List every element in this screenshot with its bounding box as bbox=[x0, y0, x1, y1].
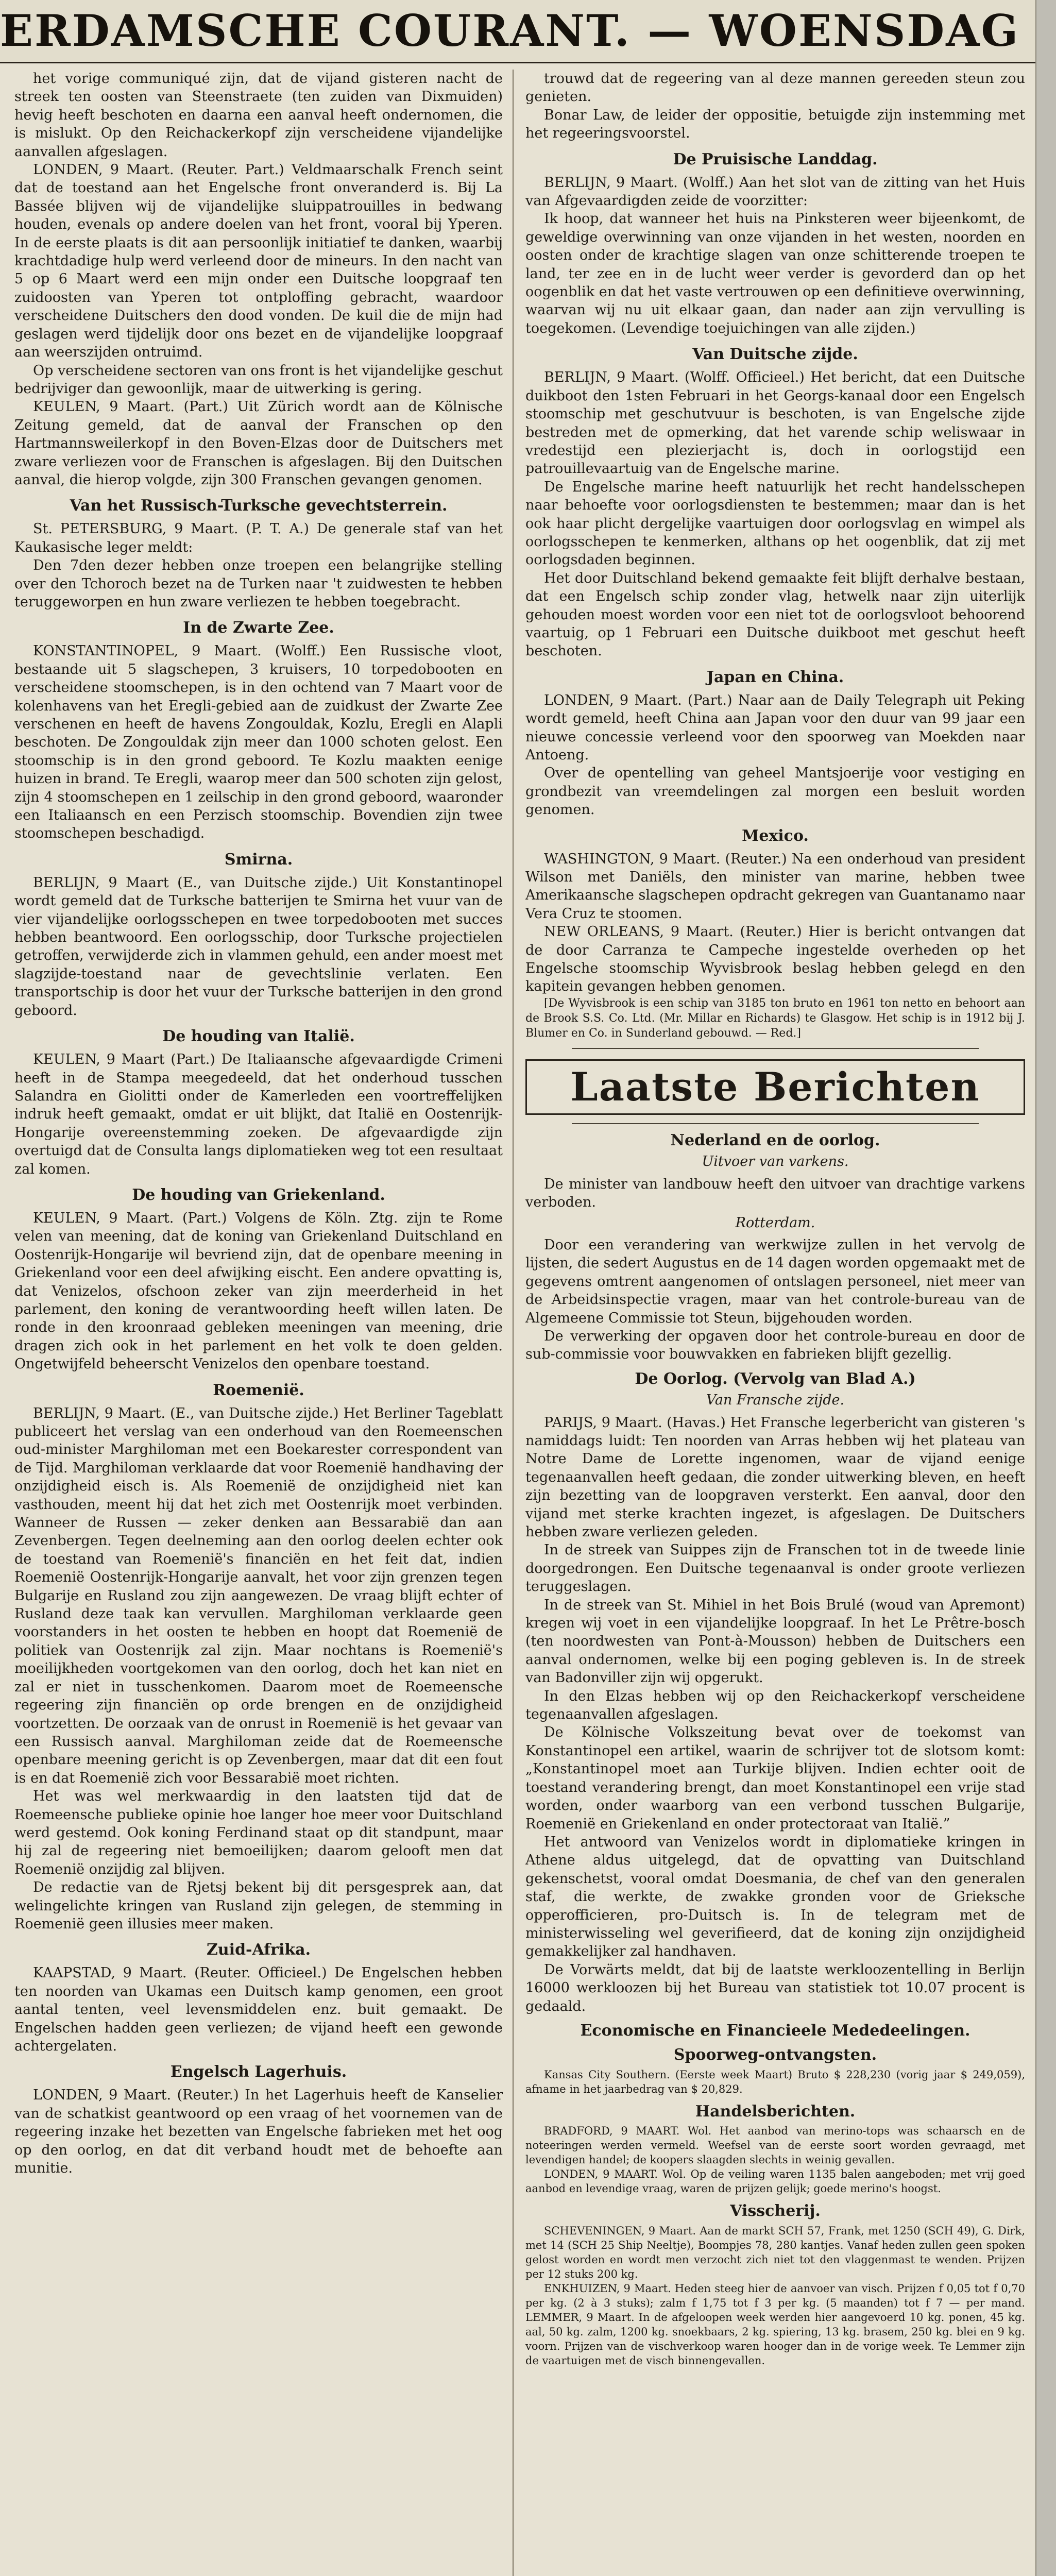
article-paragraph: BERLIJN, 9 Maart (E., van Duitsche zijde.) Uit Konstantinopel wordt gemeld dat de Turksche batterijen te Smirna het vuur van de vier vijandelijke oorlogsschepen en twee torpedobooten met succes hebben beantwoord. Een oorlogsschip, door Turksche projectielen getroffen, verwijderde zich in vlammen gehuld, een ander moest met slagzijde-toestand naar de gevechtslinie verlaten. Een transportschip is door het vuur der Turksche batterijen in den grond geboord. bbox=[14, 874, 503, 1019]
section-heading: Smirna. bbox=[224, 850, 293, 869]
laatste-berichten-banner: Laatste Berichten bbox=[525, 1059, 1025, 1115]
article-paragraph: In den Elzas hebben wij op den Reichackerkopf verscheidene tegenaanvallen afgeslagen. bbox=[525, 1688, 1025, 1723]
article-paragraph: Bonar Law, de leider der oppositie, betuigde zijn instemming met het regeeringsvoorstel. bbox=[525, 107, 1025, 142]
article-paragraph: Het was wel merkwaardig in den laatsten tijd dat de Roemeensche publieke opinie hoe langer hoe meer voor Duitschland werd gestemd. Ook koning Ferdinand staat op dit standpunt, maar hij zal de regeering niet bemoeilijken; daarom gelooft men dat Roemenië onzijdig zal blijven. bbox=[14, 1788, 503, 1877]
article-paragraph: PARIJS, 9 Maart. (Havas.) Het Fransche legerbericht van gisteren 's namiddags luidt: Ten noorden van Arras hebben wij het plateau van Notre Dame de Lorette ingenomen, waar de vijand eenige tegenaanvallen heeft gedaan, die zonder uitwerking bleven, en heeft zijn bezetting van de loopgraven versterkt. Een aanval, door den vijand met sterke krachten ingezet, is afgeslagen. De Duitschers hebben zware verliezen geleden. bbox=[525, 1414, 1025, 1540]
subsection-heading: Spoorweg-ontvangsten. bbox=[673, 2046, 877, 2064]
article-paragraph: trouwd dat de regeering van al deze mannen gereeden steun zou genieten. bbox=[525, 71, 1025, 105]
section-heading: Mexico. bbox=[742, 826, 809, 845]
subsection-heading: Handelsberichten. bbox=[695, 2102, 856, 2121]
article-paragraph: KONSTANTINOPEL, 9 Maart. (Wolff.) Een Russische vloot, bestaande uit 5 slagschepen, 3 kruisers, 10 torpedobooten en verscheidene stoomschepen, is in den ochtend van 7 Maart voor de kolenhavens van het Eregli-gebied aan de zuidkust der Zwarte Zee verschenen en heeft de havens Zongouldak, Kozlu, Eregli en Alapli beschoten. De Zongouldak zijn meer dan 1000 schoten gelost. Een stoomschip is in den grond geboord. Te Kozlu maakten eenige huizen in brand. Te Eregli, waarop meer dan 500 schoten zijn gelost, zijn 4 stoomschepen en 1 zeilschip in den grond geboord, waaronder een Italiaansch en een Perzisch stoomschip. Bovendien zijn twee stoomschepen beschadigd. bbox=[14, 643, 503, 842]
separator-rule bbox=[572, 1123, 979, 1124]
article-paragraph: Ik hoop, dat wanneer het huis na Pinksteren weer bijeenkomt, de geweldige overwinning van onze vijanden in het westen, noorden en oosten onder de krachtige slagen van onze schitterende troepen te land, ter zee en in de lucht weer verder is gevorderd dan op het oogenblik en dat het vaste vertrouwen op een definitieve overwinning, waarvan wij nu uit elkaar gaan, dan nader aan zijn vervulling is toegekomen. (Levendige toejuichingen van alle zijden.) bbox=[525, 211, 1025, 336]
subsection-heading: Nederland en de oorlog. bbox=[670, 1131, 880, 1149]
article-paragraph: het vorige communiqué zijn, dat de vijand gisteren nacht de streek ten oosten van Steenstraete (ten zuiden van Dixmuiden) hevig heeft beschoten en daarna een aanval heeft ondernomen, die is mislukt. Op den Reichackerkopf zijn verscheidene vijandelijke aanvallen afgeslagen. bbox=[14, 71, 503, 160]
article-paragraph: KEULEN, 9 Maart (Part.) De Italiaansche afgevaardigde Crimeni heeft in de Stampa meegedeeld, dat het onderhoud tusschen Salandra en Giolitti onder de Kamerleden een voortreffelijken indruk heeft gemaakt, omdat er uit blijkt, dat Italië en Oostenrijk-Hongarije overeenstemming zoeken. De afgevaardigde zijn overtuigd dat de Consulta langs diplomatieken weg tot een resultaat zal komen. bbox=[14, 1052, 503, 1177]
article-paragraph: De verwerking der opgaven door het controle-bureau en door de sub-commissie voor bouwvakken en fabrieken blijft gezellig. bbox=[525, 1328, 1025, 1363]
article-paragraph: BERLIJN, 9 Maart. (Wolff. Officieel.) Het bericht, dat een Duitsche duikboot den 1sten Februari in het Georgs-kanaal door een Engelsch stoomschip met geschutvuur is beschoten, is van Engelsche zijde bestreden met de opmerking, dat het varende schip weliswaar in vredestijd een plezierjacht is, doch in oorlogstijd een patrouillevaartuig van de Engelsche marine. bbox=[525, 369, 1025, 477]
section-heading: In de Zwarte Zee. bbox=[183, 619, 334, 637]
article-paragraph: De minister van landbouw heeft den uitvoer van drachtige varkens verboden. bbox=[525, 1176, 1025, 1211]
column-right bbox=[525, 70, 1025, 2576]
section-heading: Van het Russisch-Turksche gevechtsterrein. bbox=[70, 497, 448, 515]
section-heading: De houding van Griekenland. bbox=[132, 1185, 385, 1204]
article-paragraph: De Vorwärts meldt, dat bij de laatste werkloozentelling in Berlijn 16000 werkloozen bij het Bureau van statistiek tot 10.07 procent is gedaald. bbox=[525, 1961, 1025, 2014]
article-paragraph: De Kölnische Volkszeitung bevat over de toekomst van Konstantinopel een artikel, waarin de schrijver tot de slotsom komt: „Konstantinopel moet aan Turkije blijven. Indien echter ooit de toestand verandering brengt, dan moet Konstantinopel een vrije stad worden, onder waarborg van een verbond tusschen Bulgarije, Roemenië en Griekenland en onder protectoraat van Italië.” bbox=[525, 1724, 1025, 1832]
article-paragraph: Het antwoord van Venizelos wordt in diplomatieke kringen in Athene aldus uitgelegd, dat de opvatting van Duitschland gekenschetst, vooral omdat Doesmania, de chef van den generalen staf, die werkte, de zwakke gronden voor de Grieksche opperofficieren, pro-Duitsch is. In de telegram met de ministerwisseling wel geverifieerd, dat de koning zijn onzijdigheid gemakkelijker zal handhaven. bbox=[525, 1834, 1025, 1960]
editorial-note: [De Wyvisbrook is een schip van 3185 ton bruto en 1961 ton netto en behoort aan de Brook S.S. Co. Ltd. (Mr. Millar en Richards) te Glasgow. Het schip is in 1912 bij J. Blumer en Co. in Sunderland gebouwd. — Red.] bbox=[525, 996, 1025, 1040]
section-heading: De houding van Italië. bbox=[162, 1027, 355, 1046]
market-report-paragraph: LONDEN, 9 MAART. Wol. Op de veiling waren 1135 balen aangeboden; met vrij goed aanbod en levendige vraag, waren de prijzen gelijk; goede merino's hoogst. bbox=[525, 2168, 1025, 2195]
section-heading: De Pruisische Landdag. bbox=[673, 150, 878, 168]
article-paragraph: NEW ORLEANS, 9 Maart. (Reuter.) Hier is bericht ontvangen dat de door Carranza te Campeche ingestelde overheden op het Engelsche stoomschip Wyvisbrook beslag hebben gelegd en den kapitein gevangen hebben genomen. bbox=[525, 924, 1025, 995]
masthead-title: ERDAMSCHE COURANT. — WOENSDAG bbox=[0, 5, 1020, 56]
article-paragraph: In de streek van Suippes zijn de Franschen tot in de tweede linie doorgedrongen. Een Duitsche tegenaanval is onder groote verliezen teruggeslagen. bbox=[525, 1542, 1025, 1595]
market-report-paragraph: BRADFORD, 9 MAART. Wol. Het aanbod van merino-tops was schaarsch en de noteeringen werden vermeld. Weefsel van de eerste soort worden gevraagd, met levendigen handel; de koopers slaagden slechts in weinig gevallen. bbox=[525, 2125, 1025, 2166]
subsection-subheading: Rotterdam. bbox=[735, 1214, 815, 1231]
market-report-paragraph: ENKHUIZEN, 9 Maart. Heden steeg hier de aanvoer van visch. Prijzen f 0,05 tot f 0,70 per kg. (2 à 3 stuks); zalm f 1,75 tot f 3 per kg. (5 maanden) tot f 7 — per mand. LEMMER, 9 Maart. In de afgeloopen week werden hier aangevoerd 10 kg. ponen, 45 kg. aal, 50 kg. zalm, 1200 kg. snoekbaars, 2 kg. spiering, 13 kg. brasem, 250 kg. blei en 9 kg. voorn. Prijzen van de vischverkoop waren hooger dan in de vorige week. Te Lemmer zijn de vaartuigen met de visch binnengevallen. bbox=[525, 2282, 1025, 2367]
adjacent-page-edge bbox=[1035, 0, 1056, 2576]
article-paragraph: St. PETERSBURG, 9 Maart. (P. T. A.) De generale staf van het Kaukasische leger meldt: bbox=[14, 521, 503, 555]
article-paragraph: Door een verandering van werkwijze zullen in het vervolg de lijsten, die sedert Augustus en de 14 dagen worden opgemaakt met de gegevens omtrent aangenomen of ontslagen personeel, niet meer van de Arbeidsinspectie vragen, maar van het controle-bureau van de Algemeene Commissie tot Steun, bijgehouden worden. bbox=[525, 1236, 1025, 1326]
separator-rule bbox=[572, 1048, 979, 1049]
article-paragraph: LONDEN, 9 Maart. (Reuter. Part.) Veldmaarschalk French seint dat de toestand aan het Engelsche front onveranderd is. Bij La Bassée blijven wij de vijandelijke sluippatrouilles in bedwang houden, evenals op andere doelen van het front, vooral bij Yperen. In de eerste plaats is dit aan persoonlijk initiatief te danken, waarbij krachtdadige hulp werd verleend door de mineurs. In den nacht van 5 op 6 Maart werd een mijn onder een Duitsche loopgraaf ten zuidoosten van Yperen tot ontploffing gebracht, waardoor verscheidene Duitschers den dood vonden. De kuil die de mijn had geslagen werd tijdelijk door ons bezet en de vijandelijke loopgraaf aan weerszijden ontruimd. bbox=[14, 162, 503, 361]
article-paragraph: Het door Duitschland bekend gemaakte feit blijft derhalve bestaan, dat een Engelsch schip zonder vlag, hetwelk naar zijn uiterlijk gehouden moest worden voor een niet tot de oorlogsvloot behoorend vaartuig, op 1 Februari een Duitsche duikboot met geschut heeft beschoten. bbox=[525, 570, 1025, 659]
subsection-subheading: Van Fransche zijde. bbox=[706, 1392, 845, 1409]
article-paragraph: Op verscheidene sectoren van ons front is het vijandelijke geschut bedrijviger dan gewoonlijk, maar de uitwerking is gering. bbox=[14, 362, 503, 397]
subsection-heading: De Oorlog. (Vervolg van Blad A.) bbox=[635, 1369, 916, 1388]
subsection-heading: Visscherij. bbox=[730, 2202, 821, 2221]
section-heading: Van Duitsche zijde. bbox=[692, 345, 858, 364]
column-divider bbox=[513, 70, 514, 2576]
article-paragraph: De redactie van de Rjetsj bekent bij dit persgesprek aan, dat welingelichte kringen van Rusland zijn gelegen, de stemming in Roemenië geen illusies meer maken. bbox=[14, 1879, 503, 1932]
article-paragraph: BERLIJN, 9 Maart. (Wolff.) Aan het slot van de zitting van het Huis van Afgevaardigden zeide de voorzitter: bbox=[525, 174, 1025, 209]
article-paragraph: Den 7den dezer hebben onze troepen een belangrijke stelling over den Tchoroch bezet na de Turken naar 't zuidwesten te hebben teruggeworpen en hun zware verliezen te hebben toegebracht. bbox=[14, 557, 503, 610]
market-report-paragraph: Kansas City Southern. (Eerste week Maart) Bruto $ 228,230 (vorig jaar $ 249,059), afname in het jaarbedrag van $ 20,829. bbox=[525, 2068, 1025, 2095]
article-paragraph: De Engelsche marine heeft natuurlijk het recht handelsschepen naar behoefte voor oorlogsdiensten te bestemmen; maar dan is het ook haar plicht dergelijke vaartuigen door oorlogsvlag en wimpel als oorlogsschepen te kenmerken, althans op het oogenblik, dat zij met oorlogsdaden beginnen. bbox=[525, 479, 1025, 568]
section-heading: Zuid-Afrika. bbox=[206, 1941, 311, 1959]
article-paragraph: BERLIJN, 9 Maart. (E., van Duitsche zijde.) Het Berliner Tageblatt publiceert het verslag van een onderhoud van den Roemeenschen oud-minister Marghiloman met een Boekarester correspondent van de Tijd. Marghiloman verklaarde dat voor Roemenië handhaving der onzijdigheid eisch is. Als Roemenië de onzijdigheid niet kan vasthouden, meent hij dat het zich met Oostenrijk moet verbinden. Wanneer de Russen — zeker denken aan Bessarabië dan aan Zevenbergen. Tegen deelneming aan den oorlog deelen echter ook de toestand van Roemenië's financiën en het feit dat, indien Roemenië Oostenrijk-Hongarije aanvalt, het voor zijn grenzen tegen Bulgarije en Rusland zou zijn aangewezen. De vraag blijft echter of Rusland deze taak kan vervullen. Marghiloman verklaarde geen voorstanders in het oosten te hebben en hoopt dat Roemenië de politiek van Oostenrijk zal zijn. Maar nochtans is Roemenië's moeilijkheden voortgekomen van den oorlog, doch het kan niet en zal er niet in tusschenkomen. Daarom moet de Roemeensche regeering zijn financiën op orde brengen en de onzijdigheid voortzetten. De oorzaak van de onrust in Roemenië is het gevaar van een Russisch aanval. Marghiloman zeide dat de Roemeensche openbare meening gericht is op Zevenbergen, maar dat dit een fout is en dat Roemenië zich voor Bessarabië moet richten. bbox=[14, 1405, 503, 1786]
article-paragraph: KAAPSTAD, 9 Maart. (Reuter. Officieel.) De Engelschen hebben ten noorden van Ukamas een Duitsch kamp genomen, een groot aantal tenten, veel levensmiddelen enz. buit gemaakt. De Engelschen hadden geen verliezen; de vijand heeft een gewonde achtergelaten. bbox=[14, 1965, 503, 2054]
article-paragraph: LONDEN, 9 Maart. (Reuter.) In het Lagerhuis heeft de Kanselier van de schatkist geantwoord op een vraag of het voornemen van de regeering inzake het bezetten van Engelsche fabrieken met het oog op den oorlog, en dat dit verband houdt met de behoefte aan munitie. bbox=[14, 2087, 503, 2177]
section-heading: Roemenië. bbox=[213, 1381, 304, 1399]
article-paragraph: KEULEN, 9 Maart. (Part.) Uit Zürich wordt aan de Kölnische Zeitung gemeld, dat de aanval der Franschen op den Hartmannsweilerkopf in den Boven-Elzas door de Duitschers met zware verliezen voor de Franschen is afgeslagen. Bij den Duitschen aanval, die hierop volgde, zijn 300 Franschen gevangen genomen. bbox=[14, 399, 503, 488]
article-paragraph: In de streek van St. Mihiel in het Bois Brulé (woud van Apremont) kregen wij voet in een vijandelijke loopgraaf. In het Le Prêtre-bosch (ten noordwesten van Pont-à-Mousson) hebben de Duitschers een aanval ondernomen, welke bij een poging gebleven is. In de streek van Badonviller zijn wij opgerukt. bbox=[525, 1597, 1025, 1686]
column-left bbox=[14, 70, 503, 2576]
article-paragraph: LONDEN, 9 Maart. (Part.) Naar aan de Daily Telegraph uit Peking wordt gemeld, heeft China aan Japan voor den duur van 99 jaar een nieuwe concessie verleend voor den spoorweg van Moekden naar Antoeng. bbox=[525, 692, 1025, 763]
section-heading: Japan en China. bbox=[706, 668, 844, 686]
subsection-heading: Economische en Financieele Mededeelingen. bbox=[580, 2021, 970, 2040]
masthead-band bbox=[0, 0, 1056, 63]
market-report-paragraph: SCHEVENINGEN, 9 Maart. Aan de markt SCH 57, Frank, met 1250 (SCH 49), G. Dirk, met 14 (SCH 25 Ship Neeltje), Boompjes 78, 280 kantjes. Vanaf heden zullen geen spoken gelost worden en wordt men verzocht zich niet tot den vlaggenmast te wenden. Prijzen per 12 stuks 200 kg. bbox=[525, 2224, 1025, 2280]
subsection-subheading: Uitvoer van varkens. bbox=[702, 1154, 849, 1170]
section-heading: Engelsch Lagerhuis. bbox=[170, 2063, 347, 2081]
article-paragraph: WASHINGTON, 9 Maart. (Reuter.) Na een onderhoud van president Wilson met Daniëls, den minister van marine, hebben twee Amerikaansche slagschepen opdracht gekregen van Guantanamo naar Vera Cruz te stoomen. bbox=[525, 851, 1025, 922]
article-paragraph: Over de opentelling van geheel Mantsjoerije voor vestiging en grondbezit van vreemdelingen zal morgen een besluit worden genomen. bbox=[525, 765, 1025, 818]
article-paragraph: KEULEN, 9 Maart. (Part.) Volgens de Köln. Ztg. zijn te Rome velen van meening, dat de koning van Griekenland Duitschland en Oostenrijk-Hongarije wil bevriend zijn, dat de openbare meening in Griekenland voor een deel afwijking eischt. Een andere opvatting is, dat Venizelos, ofschoon zeker van zijn meerderheid in het parlement, den koning de verantwoording heeft willen laten. De ronde in den kroonraad gebleken meeningen van meening, drie dragen zich ook in het parlement en het volk te doen gelden. Ongetwijfeld beheerscht Venizelos den openbare toestand. bbox=[14, 1210, 503, 1372]
